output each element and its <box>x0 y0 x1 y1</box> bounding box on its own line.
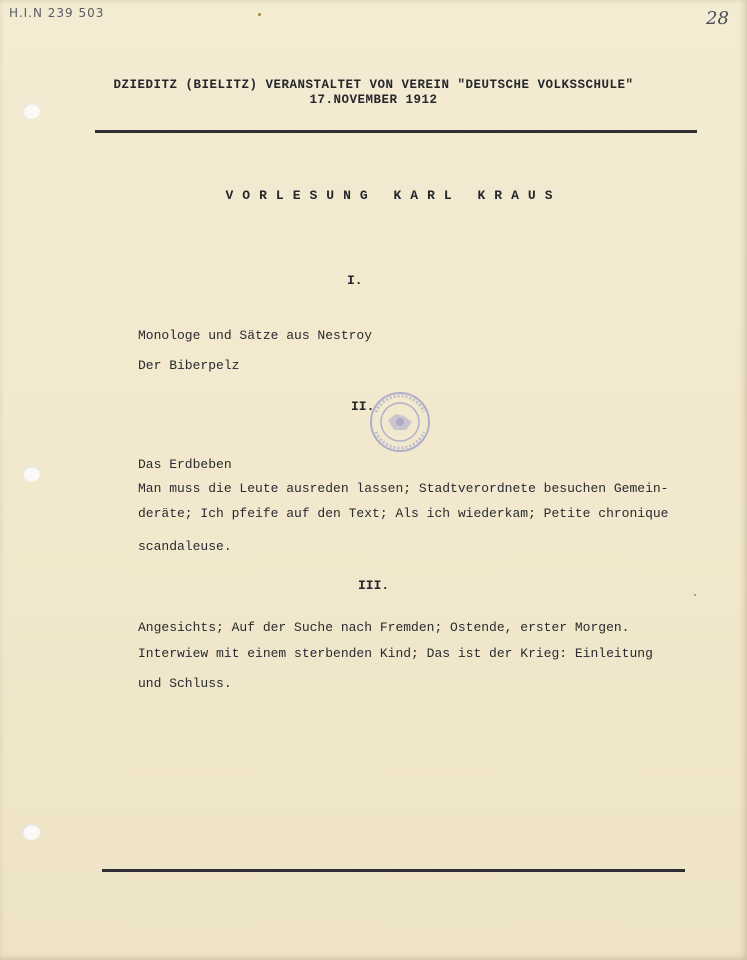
header-date: 17.NOVEMBER 1912 <box>309 93 438 107</box>
punch-hole <box>22 824 40 840</box>
program-line: Man muss die Leute ausreden lassen; Stadtverordnete besuchen Gemein- <box>138 481 669 496</box>
page-number: 28 <box>706 8 729 29</box>
header-venue: DZIEDITZ (BIELITZ) VERANSTALTET VON VEREIN "DEUTSCHE VOLKSSCHULE" <box>113 78 634 92</box>
section-numeral: III. <box>358 578 390 593</box>
document-title: VORLESUNG KARL KRAUS <box>225 188 562 203</box>
program-line: deräte; Ich pfeife auf den Text; Als ich wiederkam; Petite chronique <box>138 506 669 521</box>
program-line: und Schluss. <box>138 676 232 691</box>
section-numeral: II. <box>351 399 375 414</box>
program-line: scandaleuse. <box>138 539 232 554</box>
program-line: Monologe und Sätze aus Nestroy <box>138 328 373 343</box>
library-stamp <box>366 390 434 454</box>
bottom-rule <box>102 869 685 872</box>
program-line: Interwiew mit einem sterbenden Kind; Das ist der Krieg: Einleitung <box>138 646 653 661</box>
archive-note: H.I.N 239 503 <box>9 6 105 20</box>
program-line: Der Biberpelz <box>138 358 240 373</box>
program-line: Angesichts; Auf der Suche nach Fremden; Ostende, erster Morgen. <box>138 620 630 635</box>
top-rule <box>95 130 697 133</box>
punch-hole <box>22 466 40 482</box>
paper-speck <box>258 13 261 16</box>
section-numeral: I. <box>347 273 363 288</box>
program-line: Das Erdbeben <box>138 457 232 472</box>
paper-speck <box>694 594 696 596</box>
